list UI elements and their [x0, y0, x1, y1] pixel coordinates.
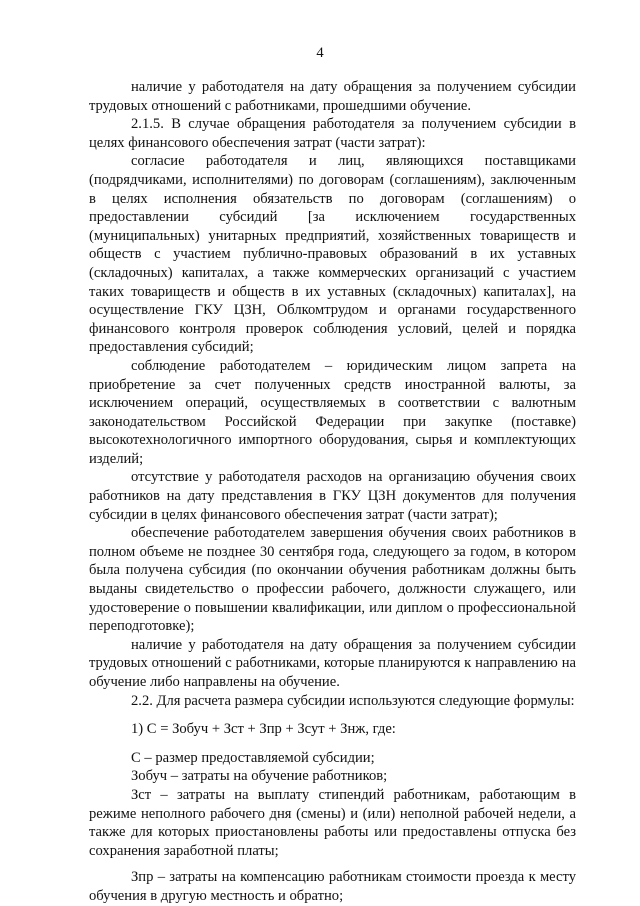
paragraph: Зст – затраты на выплату стипендий работникам, работающим в режиме неполного рабочего дня (смены) и (или) неполной рабочей недели, а также для которых приостановлены работы или предоставлены отпуска без сохранения заработной платы;	[89, 786, 576, 859]
paragraph: Зпр – затраты на компенсацию работникам стоимости проезда к месту обучения в другую местность и обратно;	[89, 869, 576, 904]
paragraph: соблюдение работодателем – юридическим лицом запрета на приобретение за счет полученных средств иностранной валюты, за исключением операций, осуществляемых в соответствии с валютным законодательством Российской Федерации при закупке (поставке) высокотехнологичного импортного оборудования, сырья и комплектующих изделий;	[89, 357, 576, 467]
document-body	[89, 78, 576, 906]
paragraph: наличие у работодателя на дату обращения за получением субсидии трудовых отношений с работниками, прошедшими обучение.	[89, 79, 576, 114]
paragraph: согласие работодателя и лиц, являющихся поставщиками (подрядчиками, исполнителями) по договорам (соглашениям), заключенным в целях исполнения обязательств по договорам (соглашениям) о предоставлении субсидий [за исключением государственных (муниципальных) унитарных предприятий, хозяйственных товариществ и обществ с участием публично-правовых образований в их уставных (складочных) капиталах, а также коммерческих организаций с участием таких товариществ и обществ в их уставных (складочных) капиталах], на осуществление ГКУ ЦЗН, Облкомтрудом и органами государственного финансового контроля проверок соблюдения условий, целей и порядка предоставления субсидий;	[89, 153, 576, 356]
paragraph: наличие у работодателя на дату обращения за получением субсидии трудовых отношений с работниками, которые планируются к направлению на обучение либо направлены на обучение.	[89, 636, 576, 690]
formula: 1) С = Зобуч + Зст + Зпр + Зсут + Знж, где:	[131, 721, 396, 738]
page-number: 4	[316, 45, 324, 61]
paragraph: 2.1.5. В случае обращения работодателя за получением субсидии в целях финансового обеспечения затрат (части затрат):	[89, 116, 576, 151]
paragraph: обеспечение работодателем завершения обучения своих работников в полном объеме не позднее 30 сентября года, следующего за годом, в котором была получена субсидия (по окончании обучения работникам должны быть выданы свидетельство о профессии рабочего, должности служащего, или удостоверение о повышении квалификации, или диплом о профессиональной переподготовке);	[89, 525, 576, 635]
paragraph: С – размер предоставляемой субсидии;	[131, 749, 375, 766]
paragraph: Зобуч – затраты на обучение работников;	[131, 768, 388, 785]
paragraph: 2.2. Для расчета размера субсидии используются следующие формулы:	[131, 692, 575, 709]
paragraph: отсутствие у работодателя расходов на организацию обучения своих работников на дату представления в ГКУ ЦЗН документов для получения субсидии в целях финансового обеспечения затрат (части затрат);	[89, 469, 576, 523]
